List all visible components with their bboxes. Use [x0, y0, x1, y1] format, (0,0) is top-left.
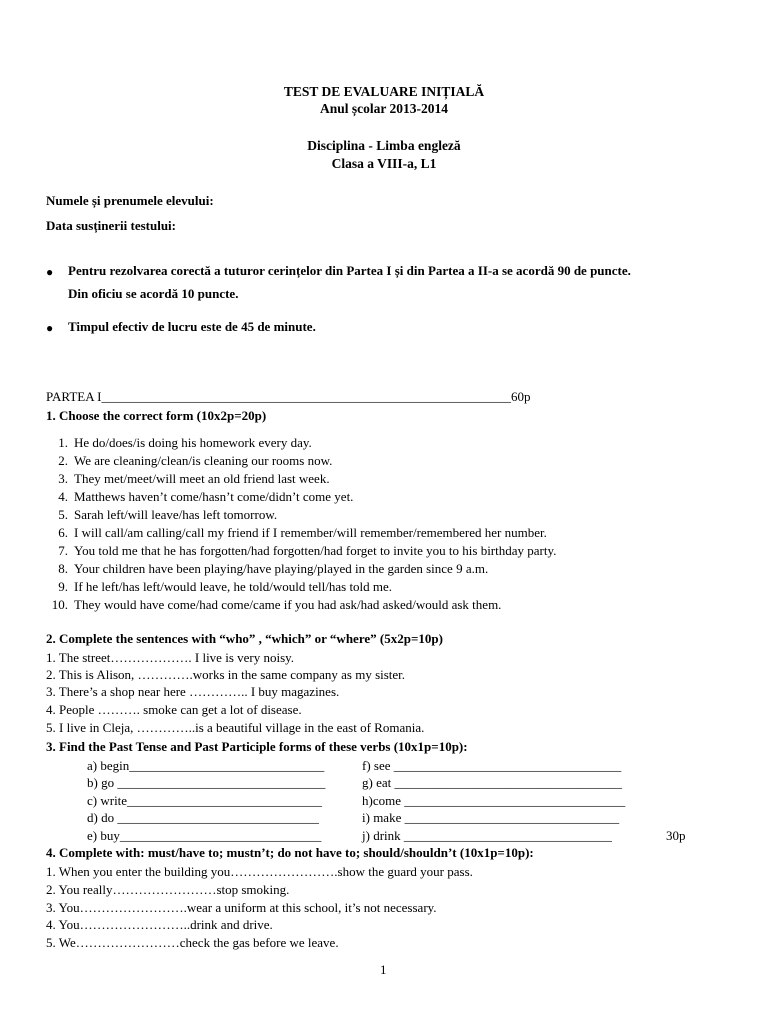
- discipline: Disciplina - Limba engleză: [307, 138, 461, 153]
- list-item: 3. There’s a shop near here ………….. I buy magazines.: [46, 684, 340, 699]
- list-item: 9. If he left/has left/would leave, he told/would tell/has told me.: [58, 579, 393, 594]
- list-item: 4. Matthews haven’t come/hasn’t come/didn’t come yet.: [58, 489, 354, 504]
- page-number: 1: [380, 962, 387, 977]
- list-item: 1. He do/does/is doing his homework every day.: [58, 435, 312, 450]
- student-name-label: Numele și prenumele elevului:: [46, 193, 214, 208]
- verb-item: f) see ___________________________________: [362, 758, 622, 773]
- exercise2-title: 2. Complete the sentences with “who” , “which” or “where” (5x2p=10p): [46, 631, 443, 646]
- list-item: 7. You told me that he has forgotten/had forgotten/had forget to invite you to his birthday party.: [58, 543, 557, 558]
- list-item: 5. Sarah left/will leave/has left tomorrow.: [58, 507, 278, 522]
- instruction-bonus: Din oficiu se acordă 10 puncte.: [68, 286, 239, 301]
- list-item: 6. I will call/am calling/call my friend if I remember/will remember/remembered her number.: [58, 525, 547, 540]
- verb-item: d) do _______________________________: [87, 810, 319, 825]
- list-item: 2. We are cleaning/clean/is cleaning our rooms now.: [58, 453, 333, 468]
- school-year: Anul școlar 2013-2014: [319, 101, 448, 116]
- verb-item: j) drink ________________________________: [362, 828, 612, 843]
- instruction-points: Pentru rezolvarea corectă a tuturor cerințelor din Partea I și din Partea a II-a se acordă 90 de puncte.: [68, 263, 631, 278]
- exercise4-title: 4. Complete with: must/have to; mustn’t; do not have to; should/shouldn’t (10x1p=10p):: [46, 845, 534, 860]
- verb-item: i) make _________________________________: [362, 810, 620, 825]
- list-item: 1. The street………………. I live is very noisy.: [46, 650, 295, 665]
- part1-points: 60p: [510, 389, 531, 404]
- class-label: Clasa a VIII-a, L1: [331, 156, 437, 171]
- verb-item: b) go ________________________________: [87, 775, 326, 790]
- part1-heading: [46, 389, 530, 405]
- list-item: 8. Your children have been playing/have playing/played in the garden since 9 a.m.: [58, 561, 489, 576]
- part-points: 30p: [666, 828, 686, 843]
- verb-item: h)come __________________________________: [362, 793, 626, 808]
- verb-item: g) eat ___________________________________: [362, 775, 622, 790]
- test-title: TEST DE EVALUARE INIȚIALĂ: [283, 84, 485, 99]
- list-item: 1. When you enter the building you…………………….show the guard your pass.: [46, 864, 473, 879]
- exercise1-title: 1. Choose the correct form (10x2p=20p): [46, 408, 267, 423]
- verb-item: e) buy_______________________________: [87, 828, 322, 843]
- instruction-time: Timpul efectiv de lucru este de 45 de minute.: [68, 319, 316, 334]
- part1-rule: _______________________________________________________________: [101, 389, 511, 404]
- list-item: 2. This is Alison, ………….works in the same company as my sister.: [46, 667, 406, 682]
- list-item: 3. You…………………….wear a uniform at this school, it’s not necessary.: [46, 900, 437, 915]
- bullet-icon: ●: [46, 265, 54, 279]
- list-item: 3. They met/meet/will meet an old friend last week.: [58, 471, 330, 486]
- part1-label: PARTEA I: [46, 389, 102, 404]
- list-item: 5. We……………………check the gas before we leave.: [46, 935, 339, 950]
- verb-item: c) write______________________________: [87, 793, 323, 808]
- list-item: 4. People ………. smoke can get a lot of disease.: [46, 702, 302, 717]
- list-item: 2. You really……………………stop smoking.: [46, 882, 290, 897]
- verb-item: a) begin______________________________: [87, 758, 325, 773]
- bullet-icon: ●: [46, 321, 54, 335]
- exercise3-title: 3. Find the Past Tense and Past Participle forms of these verbs (10x1p=10p):: [46, 739, 468, 754]
- list-item: 10. They would have come/had come/came if you had ask/had asked/would ask them.: [51, 597, 502, 612]
- list-item: 5. I live in Cleja, …………..is a beautiful village in the east of Romania.: [46, 720, 425, 735]
- test-date-label: Data susținerii testului:: [46, 218, 176, 233]
- list-item: 4. You……………………..drink and drive.: [46, 917, 273, 932]
